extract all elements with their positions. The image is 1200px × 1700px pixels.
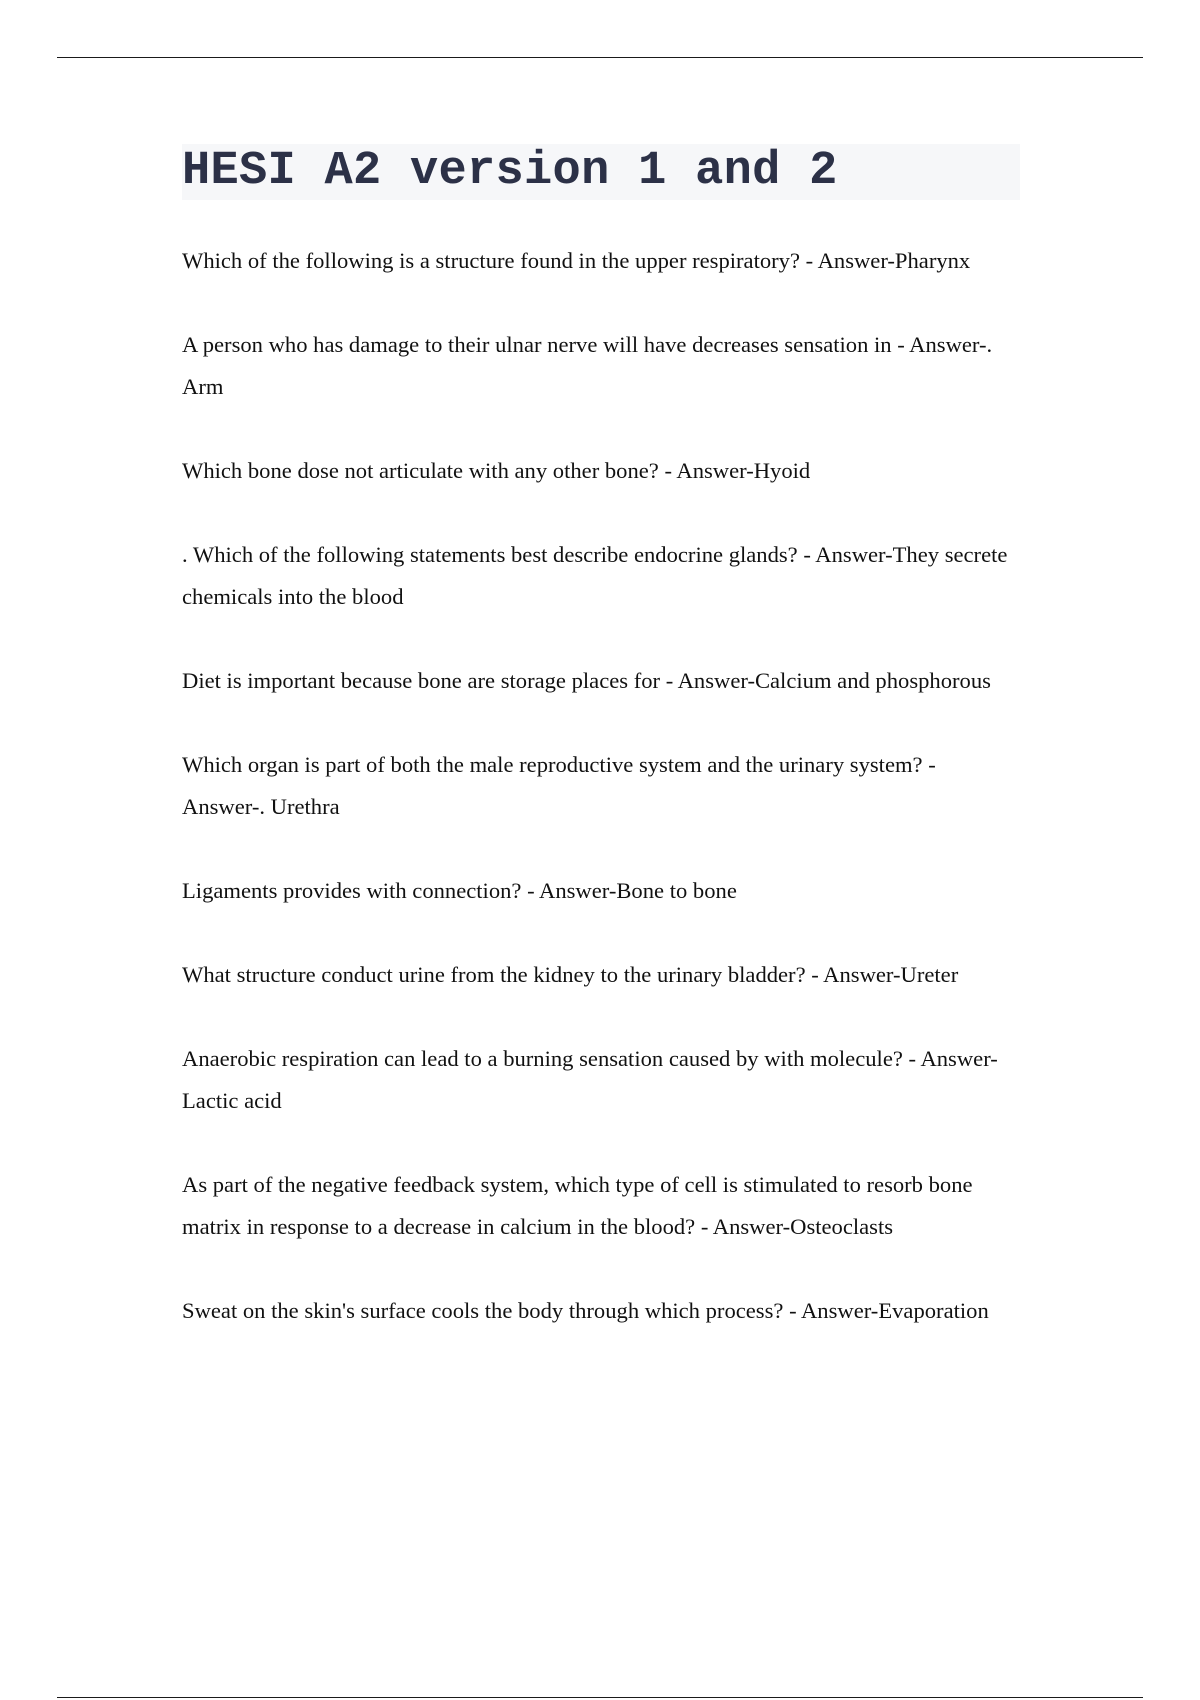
top-rule <box>57 57 1143 58</box>
question-item: Which bone dose not articulate with any other bone? - Answer-Hyoid <box>182 458 811 483</box>
bottom-rule <box>57 1697 1143 1698</box>
question-item: Which organ is part of both the male reproductive system and the urinary system? - Answer-. Urethra <box>182 752 936 819</box>
question-item: Sweat on the skin's surface cools the body through which process? - Answer-Evaporation <box>182 1298 989 1323</box>
question-item: Anaerobic respiration can lead to a burning sensation caused by with molecule? - Answer-Lactic acid <box>182 1046 998 1113</box>
document-body <box>182 144 1020 1323</box>
question-item: As part of the negative feedback system, which type of cell is stimulated to resorb bone matrix in response to a decrease in calcium in the blood? - Answer-Osteoclasts <box>182 1172 973 1239</box>
question-item: What structure conduct urine from the kidney to the urinary bladder? - Answer-Ureter <box>182 962 959 987</box>
question-item: Diet is important because bone are storage places for - Answer-Calcium and phosphorous <box>182 668 991 693</box>
title-block <box>182 144 1020 200</box>
question-item: Ligaments provides with connection? - Answer-Bone to bone <box>182 878 737 903</box>
document-title: HESI A2 version 1 and 2 <box>182 145 838 198</box>
question-item: A person who has damage to their ulnar nerve will have decreases sensation in - Answer-. Arm <box>182 332 993 399</box>
question-item: Which of the following is a structure found in the upper respiratory? - Answer-Pharynx <box>182 248 971 273</box>
question-list <box>182 240 1020 1374</box>
question-item: . Which of the following statements best describe endocrine glands? - Answer-They secrete chemicals into the blood <box>182 542 1008 609</box>
